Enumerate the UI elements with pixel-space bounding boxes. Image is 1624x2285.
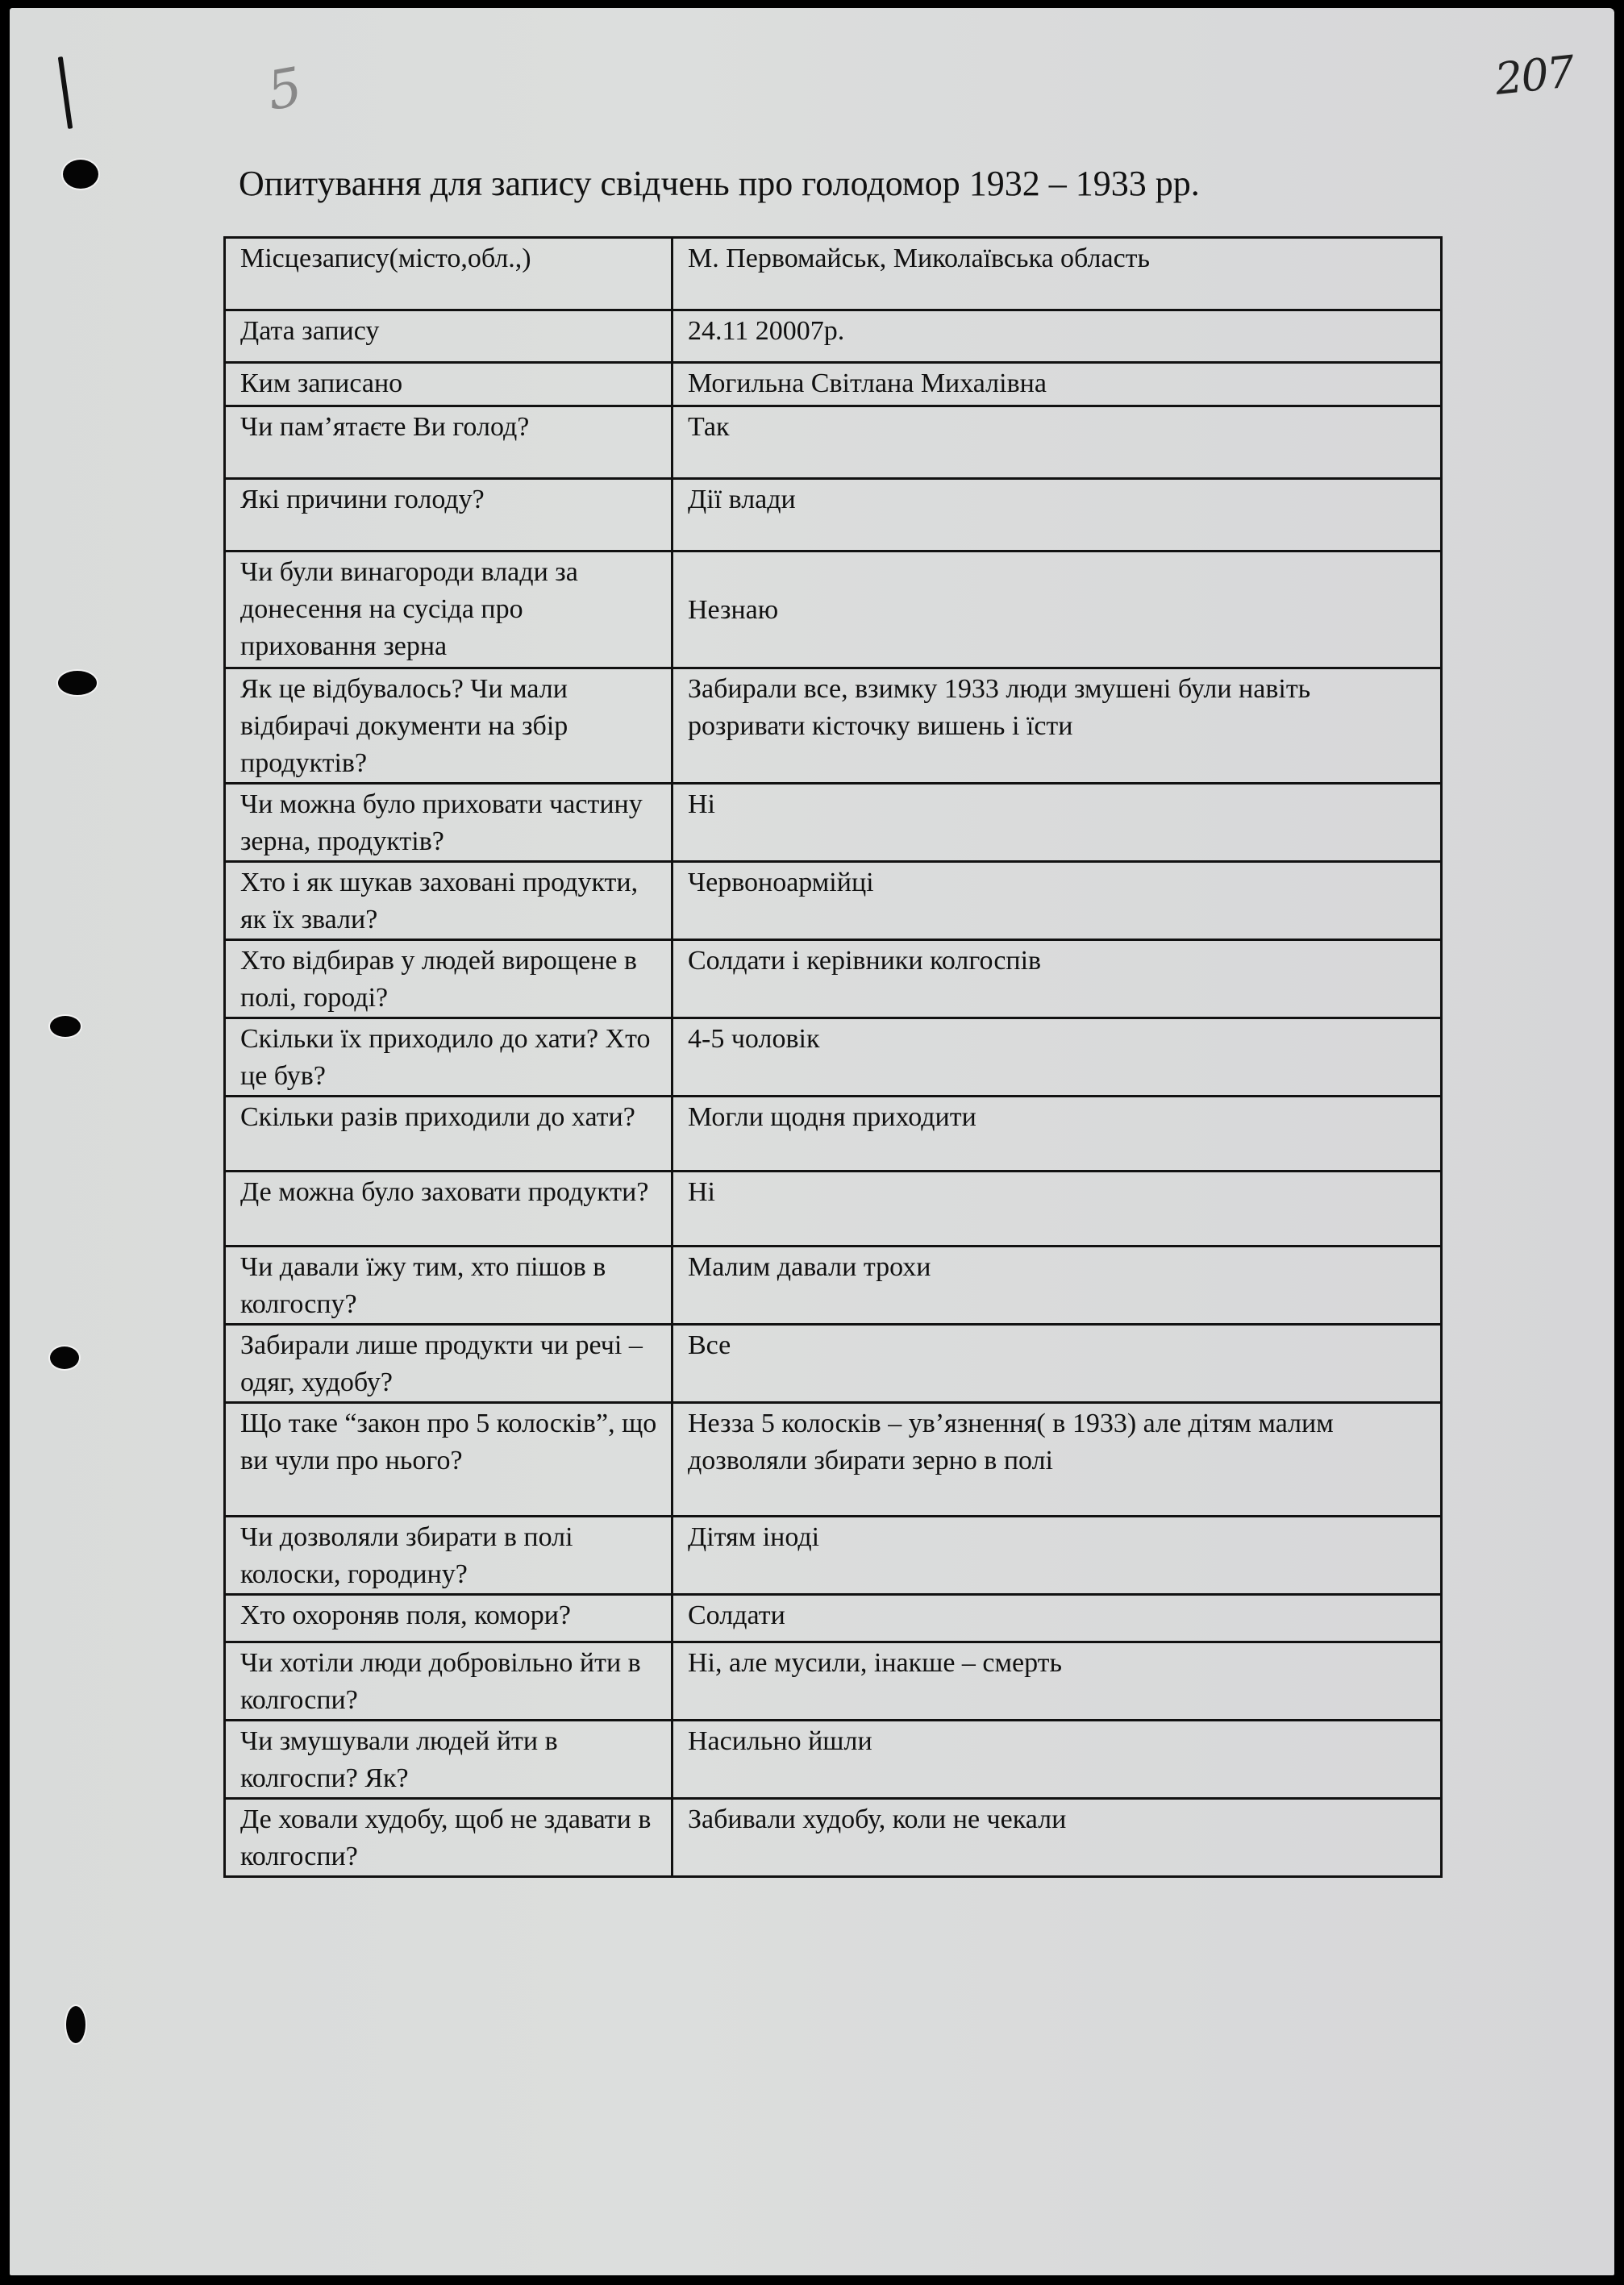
staple-mark [58, 56, 73, 129]
question-cell: Як це відбувалось? Чи мали відбирачі документи на збір продуктів? [225, 668, 673, 784]
answer-cell: Забирали все, взимку 1933 люди змушені були навіть розривати кісточку вишень і їсти [673, 668, 1442, 784]
answer-cell: Так [673, 406, 1442, 479]
table-row [225, 940, 1442, 1018]
answer-cell: Солдати і керівники колгоспів [673, 940, 1442, 1018]
question-cell: Хто і як шукав заховані продукти, як їх звали? [225, 862, 673, 940]
question-cell: Дата запису [225, 310, 673, 363]
answer-cell: Солдати [673, 1595, 1442, 1642]
question-cell: Де ховали худобу, щоб не здавати в колгоспи? [225, 1799, 673, 1877]
answer-cell: Незза 5 колосків – ув’язнення( в 1933) але дітям малим дозволяли збирати зерно в полі [673, 1403, 1442, 1517]
question-cell: Чи дозволяли збирати в полі колоски, городину? [225, 1517, 673, 1595]
handwritten-page-number: 207 [1492, 46, 1576, 105]
question-cell: Чи хотіли люди добровільно йти в колгоспи? [225, 1642, 673, 1721]
question-cell: Місцезапису(місто,обл.,) [225, 238, 673, 310]
table-row [225, 668, 1442, 784]
answer-cell: Все [673, 1325, 1442, 1403]
answer-cell: Ні [673, 1172, 1442, 1247]
question-cell: Де можна було заховати продукти? [225, 1172, 673, 1247]
answer-cell: Забивали худобу, коли не чекали [673, 1799, 1442, 1877]
answer-cell: М. Первомайськ, Миколаївська область [673, 238, 1442, 310]
handwritten-mark-left: 5 [262, 55, 307, 123]
table-row [225, 1595, 1442, 1642]
answer-cell: 4-5 чоловік [673, 1018, 1442, 1097]
table-row [225, 862, 1442, 940]
question-cell: Чи були винагороди влади за донесення на сусіда про приховання зерна [225, 551, 673, 668]
answer-cell: Могильна Світлана Михалівна [673, 363, 1442, 406]
table-row [225, 551, 1442, 668]
table-row [225, 784, 1442, 862]
table-row [225, 310, 1442, 363]
table-row [225, 1172, 1442, 1247]
answer-cell: Ні, але мусили, інакше – смерть [673, 1642, 1442, 1721]
table-row [225, 1642, 1442, 1721]
question-cell: Хто охороняв поля, комори? [225, 1595, 673, 1642]
table-row [225, 1247, 1442, 1325]
question-cell: Що таке “закон про 5 колосків”, що ви чули про нього? [225, 1403, 673, 1517]
question-cell: Чи пам’ятаєте Ви голод? [225, 406, 673, 479]
question-cell: Чи змушували людей йти в колгоспи? Як? [225, 1721, 673, 1799]
answer-cell: Дії влади [673, 479, 1442, 551]
answer-cell: Червоноармійці [673, 862, 1442, 940]
question-cell: Скільки їх приходило до хати? Хто це був? [225, 1018, 673, 1097]
table-row [225, 1517, 1442, 1595]
table-row [225, 1018, 1442, 1097]
table-row [225, 363, 1442, 406]
question-cell: Скільки разів приходили до хати? [225, 1097, 673, 1172]
table-row [225, 238, 1442, 310]
answer-cell: Ні [673, 784, 1442, 862]
punch-hole-1 [63, 160, 98, 189]
table-row [225, 406, 1442, 479]
answer-cell: 24.11 20007р. [673, 310, 1442, 363]
answer-cell: Дітям іноді [673, 1517, 1442, 1595]
answer-cell: Малим давали трохи [673, 1247, 1442, 1325]
question-cell: Чи давали їжу тим, хто пішов в колгоспу? [225, 1247, 673, 1325]
answer-cell: Незнаю [673, 551, 1442, 668]
survey-table [223, 236, 1443, 1878]
table-row [225, 479, 1442, 551]
table-row [225, 1721, 1442, 1799]
table-row [225, 1403, 1442, 1517]
answer-cell: Насильно йшли [673, 1721, 1442, 1799]
punch-hole-3 [50, 1016, 81, 1037]
question-cell: Хто відбирав у людей вирощене в полі, городі? [225, 940, 673, 1018]
document-title: Опитування для запису свідчень про голодомор 1932 – 1933 рр. [239, 164, 1200, 203]
question-cell: Забирали лише продукти чи речі – одяг, худобу? [225, 1325, 673, 1403]
question-cell: Які причини голоду? [225, 479, 673, 551]
table-row [225, 1799, 1442, 1877]
punch-hole-2 [58, 671, 97, 695]
answer-cell: Могли щодня приходити [673, 1097, 1442, 1172]
table-row [225, 1097, 1442, 1172]
question-cell: Ким записано [225, 363, 673, 406]
punch-hole-5 [66, 2006, 85, 2043]
table-row [225, 1325, 1442, 1403]
question-cell: Чи можна було приховати частину зерна, продуктів? [225, 784, 673, 862]
punch-hole-4 [50, 1346, 79, 1369]
